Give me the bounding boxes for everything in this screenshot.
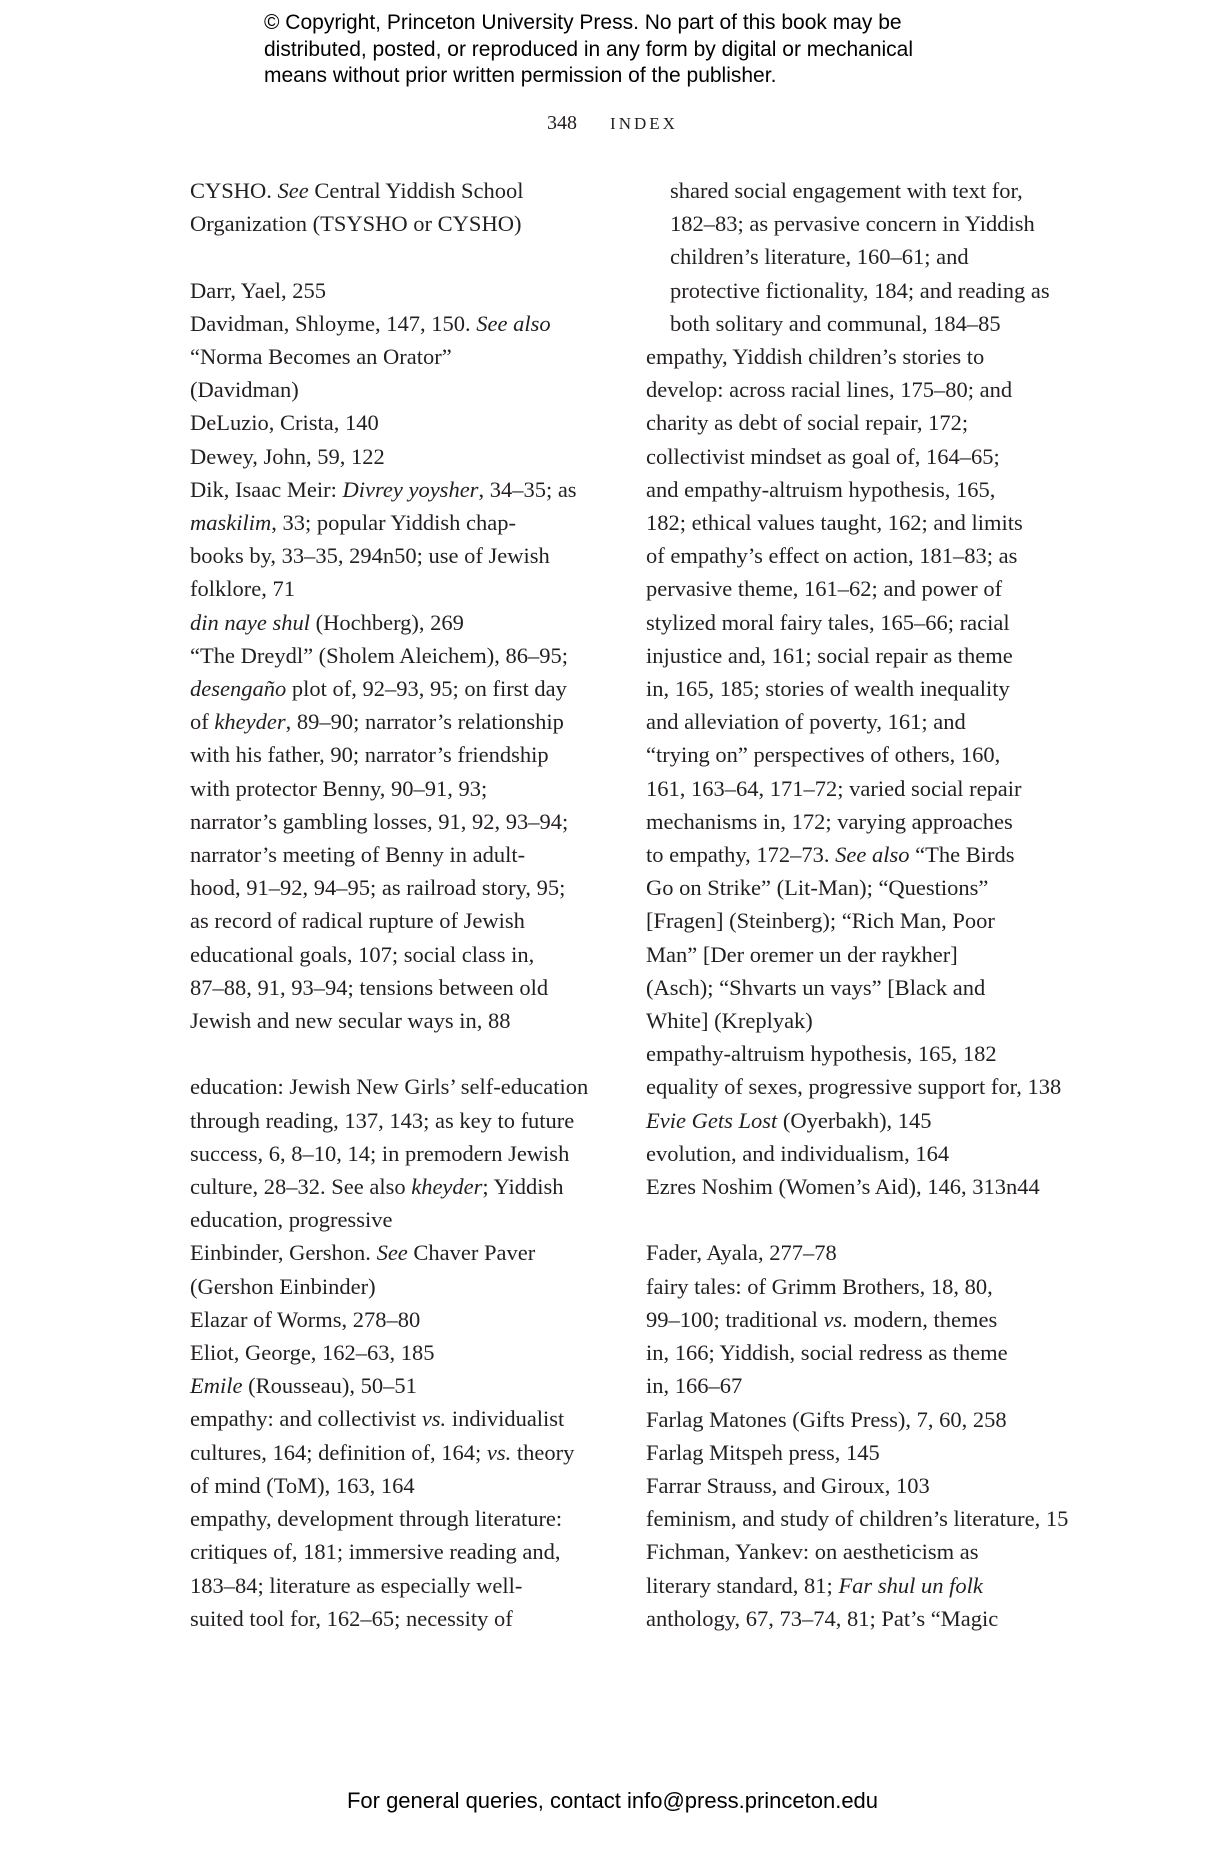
index-entry-line: stylized moral fairy tales, 165–66; racial: [646, 609, 1010, 635]
index-entry-line: empathy-altruism hypothesis, 165, 182: [646, 1041, 997, 1067]
index-entry: [190, 1070, 620, 1236]
index-entry-line: Organization (TSYSHO or CYSHO): [190, 211, 522, 237]
index-entry-line: evolution, and individualism, 164: [646, 1140, 950, 1166]
index-entry-line: cultures, 164; definition of, 164; vs. theory: [190, 1439, 575, 1465]
index-entry-line: children’s literature, 160–61; and: [670, 244, 969, 270]
index-entry-line: culture, 28–32. See also kheyder; Yiddish: [190, 1174, 564, 1200]
index-entry: [646, 1436, 1076, 1469]
index-entry: [190, 1402, 620, 1502]
index-entry-line: Eliot, George, 162–63, 185: [190, 1340, 435, 1366]
index-entry: [646, 1403, 1076, 1436]
index-entry-line: (Davidman): [190, 377, 299, 403]
index-entry: [190, 1303, 620, 1336]
index-entry-line: 182–83; as pervasive concern in Yiddish: [670, 211, 1035, 237]
index-entry: [190, 639, 620, 1037]
index-entry-line: to empathy, 172–73. See also “The Birds: [646, 842, 1015, 868]
index-entry: [646, 1104, 1076, 1137]
index-entry-line: with protector Benny, 90–91, 93;: [190, 775, 488, 801]
index-entry: [646, 1037, 1076, 1070]
index-entry-line: anthology, 67, 73–74, 81; Pat’s “Magic: [646, 1605, 999, 1631]
index-entry-line: suited tool for, 162–65; necessity of: [190, 1605, 513, 1631]
index-entry-line: DeLuzio, Crista, 140: [190, 410, 379, 436]
index-entry-line: educational goals, 107; social class in,: [190, 941, 535, 967]
index-entry-line: collectivist mindset as goal of, 164–65;: [646, 443, 1000, 469]
index-entry: [190, 473, 620, 606]
copyright-line: distributed, posted, or reproduced in any form by digital or mechanical: [264, 37, 914, 61]
index-entry-line: 161, 163–64, 171–72; varied social repair: [646, 775, 1022, 801]
index-entry-line: Jewish and new secular ways in, 88: [190, 1008, 511, 1034]
index-entry-line: White] (Kreplyak): [646, 1008, 813, 1034]
index-entry-line: equality of sexes, progressive support for, 138: [646, 1074, 1062, 1100]
index-entry-line: critiques of, 181; immersive reading and,: [190, 1539, 561, 1565]
index-entry-line: and empathy-altruism hypothesis, 165,: [646, 476, 996, 502]
index-entry-line: as record of radical rupture of Jewish: [190, 908, 525, 934]
index-entry-line: Farlag Mitspeh press, 145: [646, 1439, 880, 1465]
index-entry: [190, 406, 620, 439]
index-entry-line: Einbinder, Gershon. See Chaver Paver: [190, 1240, 536, 1266]
index-entry: [190, 1369, 620, 1402]
index-column-left: [190, 174, 620, 1635]
index-entry-line: Fader, Ayala, 277–78: [646, 1240, 837, 1266]
index-entry-line: Dewey, John, 59, 122: [190, 443, 385, 469]
index-entry: [190, 307, 620, 407]
index-entry-line: through reading, 137, 143; as key to future: [190, 1107, 575, 1133]
index-entry-line: 87–88, 91, 93–94; tensions between old: [190, 974, 549, 1000]
index-entry: [646, 1469, 1076, 1502]
entry-gap: [190, 1037, 620, 1070]
index-entry-line: Farrar Strauss, and Giroux, 103: [646, 1472, 930, 1498]
index-entry-line: (Asch); “Shvarts un vays” [Black and: [646, 974, 986, 1000]
index-entry-line: empathy, development through literature:: [190, 1506, 563, 1532]
index-entry-line: maskilim, 33; popular Yiddish chap-: [190, 510, 517, 536]
index-entry-line: “The Dreydl” (Sholem Aleichem), 86–95;: [190, 642, 569, 668]
index-entry-line: feminism, and study of children’s literature, 15: [646, 1506, 1069, 1532]
running-head: [0, 112, 1225, 135]
copyright-notice: [264, 10, 1024, 90]
index-entry-line: CYSHO. See Central Yiddish School: [190, 178, 524, 203]
index-entry: [190, 174, 620, 240]
index-entry-line: din naye shul (Hochberg), 269: [190, 609, 464, 635]
index-entry-line: with his father, 90; narrator’s friendship: [190, 742, 549, 768]
index-column-right: [646, 174, 1076, 1635]
index-entry: [646, 1502, 1076, 1535]
entry-gap: [646, 1203, 1076, 1236]
page-number: 348: [547, 112, 578, 134]
index-entry-line: books by, 33–35, 294n50; use of Jewish: [190, 543, 550, 569]
footer-contact: For general queries, contact info@press.princeton.edu: [346, 1788, 879, 1813]
index-entry: [646, 1535, 1076, 1635]
index-entry: [646, 1236, 1076, 1269]
index-entry-line: 99–100; traditional vs. modern, themes: [646, 1306, 998, 1332]
index-entry-line: Dik, Isaac Meir: Divrey yoysher, 34–35; as: [190, 476, 577, 502]
index-entry-line: in, 166; Yiddish, social redress as theme: [646, 1340, 1008, 1366]
index-entry-line: Farlag Matones (Gifts Press), 7, 60, 258: [646, 1406, 1007, 1432]
index-entry: [190, 274, 620, 307]
index-entry-line: (Gershon Einbinder): [190, 1273, 376, 1299]
index-entry-line: both solitary and communal, 184–85: [670, 310, 1001, 336]
index-entry-line: 183–84; literature as especially well-: [190, 1572, 523, 1598]
index-entry: [646, 1270, 1076, 1403]
index-entry: [190, 440, 620, 473]
index-entry-continued: [646, 174, 1076, 340]
index-entry-line: empathy: and collectivist vs. individualist: [190, 1406, 565, 1432]
index-entry-line: empathy, Yiddish children’s stories to: [646, 344, 985, 370]
index-entry-line: hood, 91–92, 94–95; as railroad story, 95;: [190, 875, 566, 901]
index-entry-line: injustice and, 161; social repair as theme: [646, 642, 1013, 668]
index-entry: [646, 1070, 1076, 1103]
index-entry-line: Emile (Rousseau), 50–51: [190, 1373, 417, 1399]
index-entry-line: in, 165, 185; stories of wealth inequality: [646, 676, 1010, 702]
index-entry-line: of kheyder, 89–90; narrator’s relationship: [190, 709, 564, 735]
index-entry: [646, 1170, 1076, 1203]
index-entry-line: narrator’s meeting of Benny in adult-: [190, 842, 526, 868]
index-entry-line: 182; ethical values taught, 162; and limits: [646, 510, 1023, 536]
index-entry-line: education, progressive: [190, 1207, 393, 1233]
index-entry: [190, 1502, 620, 1635]
index-entry-line: shared social engagement with text for,: [670, 178, 1023, 203]
index-entry-line: of empathy’s effect on action, 181–83; as: [646, 543, 1018, 569]
index-entry-line: “Norma Becomes an Orator”: [190, 344, 452, 369]
index-entry-line: mechanisms in, 172; varying approaches: [646, 808, 1013, 834]
index-entry-line: Evie Gets Lost (Oyerbakh), 145: [646, 1107, 932, 1133]
index-entry-line: fairy tales: of Grimm Brothers, 18, 80,: [646, 1273, 993, 1299]
index-entry-line: Darr, Yael, 255: [190, 277, 326, 303]
section-title: INDEX: [610, 114, 678, 133]
index-entry-line: Fichman, Yankev: on aestheticism as: [646, 1539, 979, 1565]
index-entry-line: desengaño plot of, 92–93, 95; on first day: [190, 676, 567, 702]
index-entry-line: folklore, 71: [190, 576, 295, 602]
index-entry-line: Davidman, Shloyme, 147, 150. See also: [190, 310, 551, 336]
index-entry-line: education: Jewish New Girls’ self-education: [190, 1074, 589, 1100]
index-entry-line: charity as debt of social repair, 172;: [646, 410, 969, 436]
index-entry: [190, 606, 620, 639]
index-entry-line: Man” [Der oremer un der raykher]: [646, 941, 958, 967]
index-entry: [190, 1336, 620, 1369]
index-entry: [190, 1236, 620, 1302]
index-entry-line: [Fragen] (Steinberg); “Rich Man, Poor: [646, 908, 995, 934]
index-entry-line: Go on Strike” (Lit-Man); “Questions”: [646, 875, 989, 901]
index-entry: [646, 340, 1076, 1037]
index-entry-line: Elazar of Worms, 278–80: [190, 1306, 421, 1332]
copyright-line: © Copyright, Princeton University Press. No part of this book may be: [264, 11, 902, 34]
index-entry-line: develop: across racial lines, 175–80; and: [646, 377, 1013, 403]
index-entry-line: Ezres Noshim (Women’s Aid), 146, 313n44: [646, 1174, 1040, 1200]
copyright-line: means without prior written permission of the publisher.: [264, 64, 777, 87]
index-entry-line: protective fictionality, 184; and reading as: [670, 277, 1050, 303]
index-entry-line: pervasive theme, 161–62; and power of: [646, 576, 1003, 602]
index-entry-line: narrator’s gambling losses, 91, 92, 93–94;: [190, 808, 569, 834]
index-entry: [646, 1137, 1076, 1170]
index-entry-line: “trying on” perspectives of others, 160,: [646, 742, 1001, 768]
entry-gap: [190, 240, 620, 273]
index-entry-line: of mind (ToM), 163, 164: [190, 1472, 415, 1498]
index-entry-line: success, 6, 8–10, 14; in premodern Jewish: [190, 1140, 570, 1166]
index-entry-line: in, 166–67: [646, 1373, 743, 1399]
index-entry-line: and alleviation of poverty, 161; and: [646, 709, 966, 735]
index-entry-line: literary standard, 81; Far shul un folk: [646, 1572, 983, 1598]
